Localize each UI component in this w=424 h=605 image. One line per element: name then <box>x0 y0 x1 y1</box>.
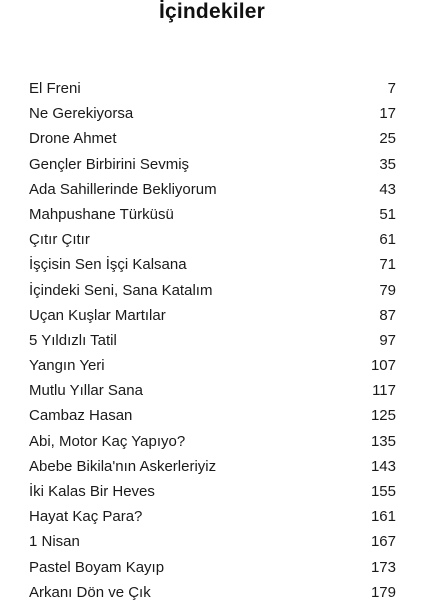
toc-entry <box>29 152 396 177</box>
toc-entry <box>29 101 396 126</box>
toc-entry-title: İki Kalas Bir Heves <box>29 483 155 500</box>
toc-entry-title: Drone Ahmet <box>29 130 117 148</box>
toc-entry-page-number: 173 <box>370 558 396 576</box>
toc-entry-title: Abebe Bikila'nın Askerleriyiz <box>29 457 217 475</box>
toc-entry-page-number: 107 <box>370 357 396 375</box>
toc-entry-title: Ne Gerekiyorsa <box>29 105 134 123</box>
toc-entry <box>29 353 396 378</box>
toc-entry-page-number: 79 <box>379 281 396 299</box>
toc-entry-title: İşçisin Sen İşçi Kalsana <box>29 256 187 274</box>
toc-entry <box>29 504 396 529</box>
toc-entry-title: İçindeki Seni, Sana Katalım <box>29 281 213 299</box>
toc-entry-title: 5 Yıldızlı Tatil <box>29 331 117 349</box>
toc-entry-title: Hayat Kaç Para? <box>29 508 143 526</box>
toc-entry <box>29 403 396 428</box>
toc-entry-page-number: 71 <box>379 256 396 274</box>
toc-entry-page-number: 117 <box>372 382 396 400</box>
toc-entry-title: Çıtır Çıtır <box>29 231 90 249</box>
toc-entry <box>29 429 396 454</box>
toc-entry <box>29 227 396 252</box>
toc-entry-title: Arkanı Dön ve Çık <box>29 583 151 601</box>
toc-entry-title: Pastel Boyam Kayıp <box>29 558 165 576</box>
toc-entry-page-number: 155 <box>370 483 396 500</box>
toc-entry-title: 1 Nisan <box>29 533 80 551</box>
toc-entry-page-number: 135 <box>370 432 396 450</box>
toc-entry-page-number: 61 <box>379 231 396 249</box>
toc-entry-page-number: 143 <box>370 457 396 475</box>
toc-entry-title: Mahpushane Türküsü <box>29 205 174 223</box>
toc-entry-title: Gençler Birbirini Sevmiş <box>29 155 190 173</box>
toc-entry-page-number: 43 <box>379 180 396 198</box>
toc-entry-page-number: 167 <box>370 533 396 551</box>
toc-entry-page-number: 97 <box>379 331 396 349</box>
toc-entry-page-number: 125 <box>370 407 396 425</box>
toc-entry-title: El Freni <box>29 80 81 97</box>
table-of-contents <box>29 76 396 605</box>
toc-entry <box>29 378 396 403</box>
toc-entry-page-number: 25 <box>379 130 396 148</box>
toc-entry <box>29 126 396 151</box>
toc-entry <box>29 328 396 353</box>
toc-entry-page-number: 35 <box>379 155 396 173</box>
toc-entry <box>29 479 396 504</box>
toc-entry <box>29 580 396 605</box>
toc-entry <box>29 252 396 277</box>
toc-entry <box>29 303 396 328</box>
toc-entry <box>29 177 396 202</box>
page-title: İçindekiler <box>158 0 266 23</box>
toc-entry <box>29 454 396 479</box>
toc-entry <box>29 76 396 101</box>
toc-entry <box>29 202 396 227</box>
toc-entry-page-number: 179 <box>370 583 396 601</box>
toc-entry-page-number: 161 <box>370 508 396 526</box>
toc-entry-title: Mutlu Yıllar Sana <box>29 382 143 400</box>
toc-entry-title: Ada Sahillerinde Bekliyorum <box>29 180 217 198</box>
toc-entry <box>29 555 396 580</box>
toc-entry-title: Uçan Kuşlar Martılar <box>29 306 166 324</box>
toc-entry-page-number: 51 <box>379 205 396 223</box>
toc-entry <box>29 278 396 303</box>
toc-entry <box>29 529 396 554</box>
toc-entry-title: Abi, Motor Kaç Yapıyo? <box>29 432 186 450</box>
toc-entry-title: Cambaz Hasan <box>29 407 133 425</box>
toc-entry-page-number: 87 <box>379 306 396 324</box>
toc-entry-page-number: 17 <box>379 105 396 123</box>
toc-entry-title: Yangın Yeri <box>29 357 105 375</box>
toc-entry-page-number: 7 <box>387 80 396 97</box>
